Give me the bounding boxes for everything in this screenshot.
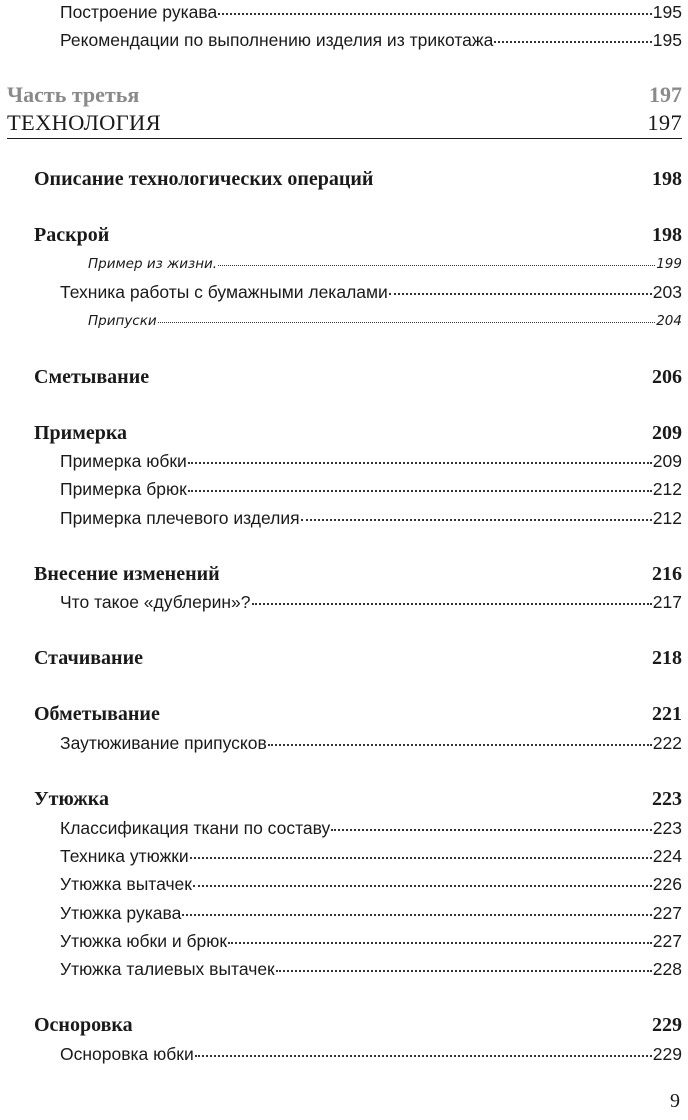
toc-entry-page: 227 [652, 931, 682, 951]
toc-section[interactable] [34, 788, 682, 811]
part-label: Часть третья [7, 82, 140, 107]
dot-leader [268, 744, 652, 746]
toc-entry[interactable] [60, 931, 682, 952]
toc-entry[interactable] [60, 282, 682, 303]
toc-entry[interactable] [60, 451, 682, 472]
toc-entry[interactable] [60, 508, 682, 529]
toc-entry-title: Построение рукава [60, 2, 218, 22]
toc-section-page: 198 [652, 224, 682, 246]
toc-entry-page: 217 [652, 592, 682, 612]
toc-entry[interactable] [60, 846, 682, 867]
toc-entry[interactable] [60, 1044, 682, 1065]
toc-section-page: 206 [652, 366, 682, 388]
toc-entry-title: Что такое «дублерин»? [60, 592, 251, 612]
toc-subentry-page: 199 [656, 256, 682, 272]
toc-section-page: 218 [652, 647, 682, 669]
toc-section[interactable] [34, 168, 682, 191]
dot-leader [389, 293, 652, 295]
toc-entry[interactable] [60, 2, 682, 23]
toc-entry-title: Техника утюжки [60, 846, 189, 866]
dot-leader [195, 1055, 652, 1057]
toc-section-page: 216 [652, 563, 682, 585]
toc-entry[interactable] [60, 874, 682, 895]
toc-section-page: 209 [652, 422, 682, 444]
part-title-page: 197 [647, 110, 682, 135]
toc-subentry-page: 204 [656, 313, 682, 329]
dot-leader [252, 603, 652, 605]
part-title-label: ТЕХНОЛОГИЯ [7, 110, 161, 135]
toc-section-title: Обметывание [34, 703, 160, 725]
toc-entry-page: 195 [652, 2, 682, 22]
dot-leader [158, 322, 656, 323]
toc-entry[interactable] [60, 479, 682, 500]
toc-entry[interactable] [60, 903, 682, 924]
toc-section-title: Утюжка [34, 788, 110, 810]
toc-entry-page: 224 [652, 846, 682, 866]
toc-entry[interactable] [60, 592, 682, 613]
toc-section[interactable] [34, 703, 682, 726]
toc-section-page: 198 [652, 168, 682, 190]
toc-entry-title: Примерка плечевого изделия [60, 508, 300, 528]
dot-leader [190, 857, 652, 859]
toc-entry-page: 226 [652, 874, 682, 894]
toc-section[interactable] [34, 366, 682, 389]
dot-leader [228, 942, 652, 944]
toc-entry[interactable] [60, 959, 682, 980]
toc-entry-page: 229 [652, 1044, 682, 1064]
toc-section-title: Внесение изменений [34, 563, 220, 585]
toc-entry-title: Примерка брюк [60, 479, 187, 499]
dot-leader [182, 914, 652, 916]
toc-section[interactable] [34, 224, 682, 247]
toc-section-title: Стачивание [34, 647, 143, 669]
toc-entry[interactable] [60, 733, 682, 754]
toc-section-title: Осноровка [34, 1014, 133, 1036]
toc-section-page: 221 [652, 703, 682, 725]
toc-subentry-title: Припуски [88, 313, 157, 329]
part-heading[interactable] [7, 82, 682, 108]
toc-section-page: 229 [652, 1014, 682, 1036]
toc-entry-page: 223 [652, 818, 682, 838]
toc-section[interactable] [34, 647, 682, 670]
toc-section-title: Примерка [34, 422, 128, 444]
dot-leader [494, 41, 651, 43]
toc-entry-page: 222 [652, 733, 682, 753]
dot-leader [218, 265, 655, 266]
toc-entry-page: 228 [652, 959, 682, 979]
toc-section-title: Описание технологических операций [34, 168, 374, 190]
toc-entry-title: Рекомендации по выполнению изделия из трикотажа [60, 30, 494, 50]
part-page: 197 [649, 82, 682, 107]
dot-leader [301, 519, 652, 521]
toc-entry-title: Заутюживание припусков [60, 733, 267, 753]
toc-subentry[interactable] [88, 313, 682, 329]
toc-section[interactable] [34, 1014, 682, 1037]
toc-entry-title: Примерка юбки [60, 451, 187, 471]
toc-section[interactable] [34, 422, 682, 445]
dot-leader [188, 490, 652, 492]
dot-leader [188, 462, 652, 464]
dot-leader [331, 829, 651, 831]
toc-entry-title: Утюжка юбки и брюк [60, 931, 228, 951]
toc-section-title: Раскрой [34, 224, 110, 246]
toc-section[interactable] [34, 563, 682, 586]
toc-entry-page: 212 [652, 508, 682, 528]
toc-entry[interactable] [60, 818, 682, 839]
toc-subentry-title: Пример из жизни. [88, 256, 218, 272]
part-title[interactable] [7, 110, 682, 136]
toc-entry-page: 195 [652, 30, 682, 50]
toc-entry-title: Техника работы с бумажными лекалами [60, 282, 388, 302]
toc-section-page: 223 [652, 788, 682, 810]
part-divider [7, 138, 682, 139]
toc-entry-title: Утюжка талиевых вытачек [60, 959, 275, 979]
toc-section-title: Сметывание [34, 366, 150, 388]
toc-entry-page: 212 [652, 479, 682, 499]
toc-entry-title: Осноровка юбки [60, 1044, 194, 1064]
toc-entry-page: 227 [652, 903, 682, 923]
toc-subentry[interactable] [88, 256, 682, 272]
toc-entry[interactable] [60, 30, 682, 51]
toc-entry-page: 203 [652, 282, 682, 302]
dot-leader [193, 885, 652, 887]
toc-entry-title: Утюжка рукава [60, 903, 182, 923]
toc-entry-page: 209 [652, 451, 682, 471]
page-number: 9 [670, 1090, 680, 1112]
dot-leader [218, 13, 652, 15]
toc-entry-title: Классификация ткани по составу [60, 818, 331, 838]
toc-entry-title: Утюжка вытачек [60, 874, 192, 894]
dot-leader [276, 970, 652, 972]
